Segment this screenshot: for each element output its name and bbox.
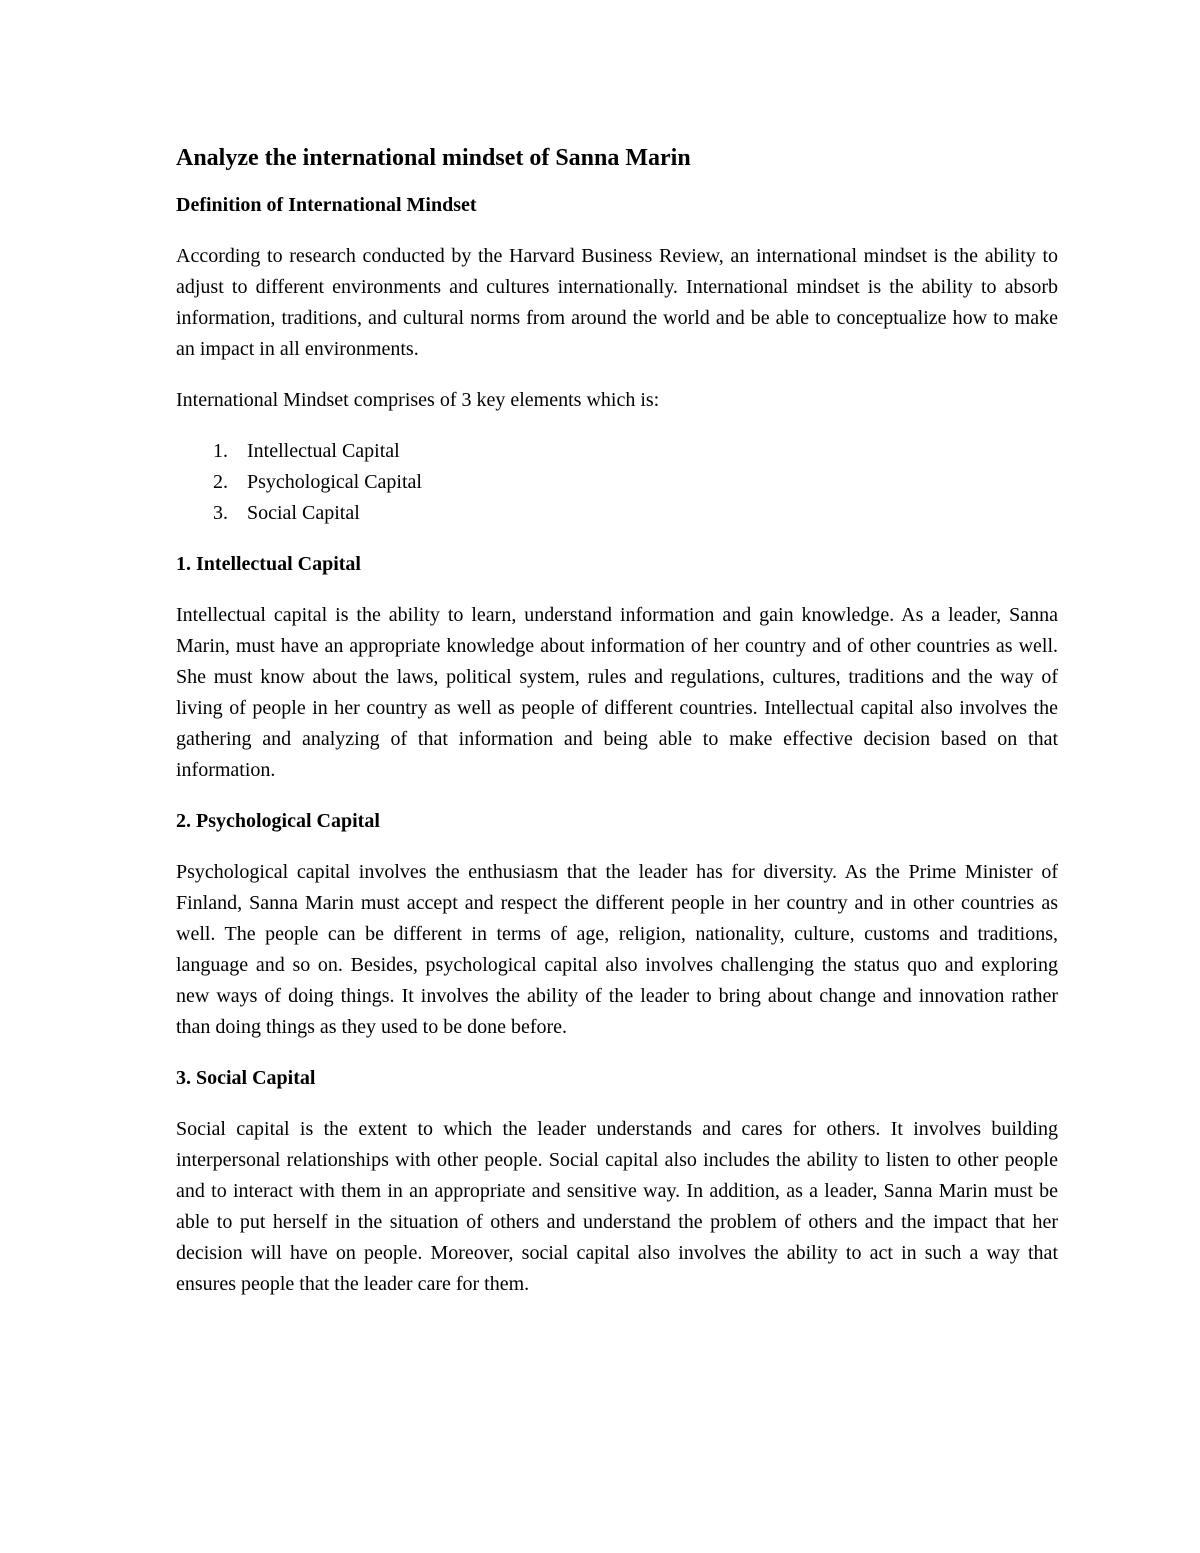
section-heading-psychological: 2. Psychological Capital: [176, 810, 380, 832]
section-paragraph-psychological: Psychological capital involves the enthusiasm that the leader has for diversity. As the Prime Minister of Finland, Sanna Marin must accept and respect the different people in her country and in other countries as well. The people can be different in terms of age, religion, nationality, culture, customs and traditions, language and so on. Besides, psychological capital also involves challenging the status quo and exploring new ways of doing things. It involves the ability of the leader to bring about change and innovation rather than doing things as they used to be done before.: [176, 861, 1058, 1038]
definition-heading: Definition of International Mindset: [176, 194, 477, 216]
key-elements-list: [176, 436, 1058, 529]
list-item-label: Psychological Capital: [247, 471, 422, 493]
elements-intro: International Mindset comprises of 3 key elements which is:: [176, 389, 660, 411]
section-heading-social: 3. Social Capital: [176, 1067, 316, 1089]
list-item-label: Social Capital: [247, 502, 360, 524]
section-heading-intellectual: 1. Intellectual Capital: [176, 553, 361, 575]
list-item-label: Intellectual Capital: [247, 440, 400, 462]
list-item: [176, 436, 1058, 467]
list-item-number: 1.: [213, 440, 228, 462]
definition-paragraph: According to research conducted by the Harvard Business Review, an international mindset is the ability to adjust to different environments and cultures internationally. International mindset is the ability to absorb information, traditions, and cultural norms from around the world and be able to conceptualize how to make an impact in all environments.: [176, 245, 1058, 360]
list-item: [176, 467, 1058, 498]
list-item-number: 3.: [213, 502, 228, 524]
document-page: [176, 140, 1058, 1300]
list-item-number: 2.: [213, 471, 228, 493]
list-item: [176, 498, 1058, 529]
document-title: Analyze the international mindset of Sanna Marin: [176, 145, 691, 171]
section-paragraph-social: Social capital is the extent to which the leader understands and cares for others. It involves building interpersonal relationships with other people. Social capital also includes the ability to listen to other people and to interact with them in an appropriate and sensitive way. In addition, as a leader, Sanna Marin must be able to put herself in the situation of others and understand the problem of others and the impact that her decision will have on people. Moreover, social capital also involves the ability to act in such a way that ensures people that the leader care for them.: [176, 1118, 1058, 1295]
section-paragraph-intellectual: Intellectual capital is the ability to learn, understand information and gain knowledge. As a leader, Sanna Marin, must have an appropriate knowledge about information of her country and of other countries as well. She must know about the laws, political system, rules and regulations, cultures, traditions and the way of living of people in her country as well as people of different countries. Intellectual capital also involves the gathering and analyzing of that information and being able to make effective decision based on that information.: [176, 604, 1058, 781]
